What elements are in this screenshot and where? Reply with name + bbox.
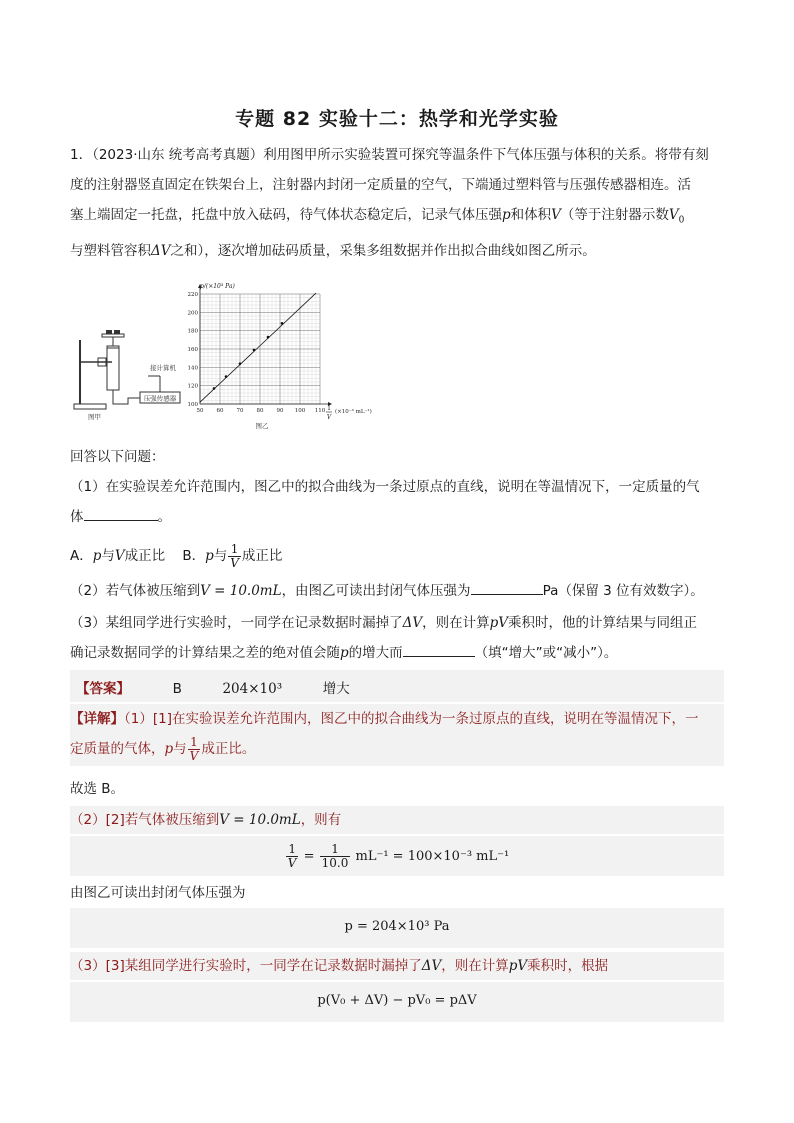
question-stem: [70, 140, 724, 266]
q3-line-2: 确记录数据同学的计算结果之差的绝对值会随p的增大而 （填“增大”或“减小”）。: [70, 638, 724, 668]
x-tick-label: 60: [216, 408, 224, 414]
equation-2: p = 204×10³ Pa: [344, 919, 450, 934]
prompt-text: 回答以下问题：: [70, 449, 165, 465]
x-tick-label: 70: [236, 408, 244, 414]
tray: [102, 334, 124, 337]
detail-part-1: 【详解】（1）[1]在实验误差允许范围内，图乙中的拟合曲线为一条过原点的直线，说明在等温情况下，一 定质量的气体，p与 $\frac{1}{V}$ 成正比。: [70, 711, 699, 763]
stem-line-4: 与塑料管容积ΔV之和），逐次增加砝码质量，采集多组数据并作出拟合曲线如图乙所示。: [70, 242, 596, 259]
detail-read-text: 由图乙可读出封闭气体压强为: [70, 885, 246, 901]
q1-answer-blank[interactable]: [84, 506, 158, 521]
weight-left: [106, 330, 112, 334]
q2-answer-blank[interactable]: [471, 580, 543, 595]
y-tick-label: 140: [187, 365, 198, 372]
chart-x-label-den: V: [326, 414, 332, 421]
figure-chart: [178, 280, 378, 430]
x-tick-label: 90: [276, 408, 284, 414]
y-tick-label: 220: [187, 292, 198, 298]
answer-2: 204×10³: [222, 681, 283, 697]
detail-label: 【详解】: [70, 711, 124, 727]
sensor-label: 压强传感器: [143, 394, 177, 403]
answer-3: 增大: [322, 681, 350, 697]
question-1: [70, 472, 724, 532]
y-tick-label: 100: [187, 402, 198, 408]
answer-1: B: [172, 681, 182, 697]
x-tick-label: 50: [196, 408, 204, 414]
question-2: （2）若气体被压缩到V = 10.0mL，由图乙可读出封闭气体压强为 Pa（保留 3 位有效数字）。: [70, 576, 724, 606]
x-tick-label: 100: [294, 408, 306, 414]
option-b[interactable]: B．p与 $\frac{1}{V}$ 成正比: [182, 541, 283, 570]
stem-line-3: 塞上端固定一托盘，托盘中放入砝码，待气体状态稳定后，记录气体压强p和体积V（等于注射器示数$V_0$: [70, 207, 685, 226]
chart-x-label-unit: (×10⁻³ mL⁻¹): [335, 409, 372, 415]
chart-x-label-num: 1: [327, 405, 331, 412]
weight-right: [114, 330, 120, 334]
detail-part-3: （3）[3]某组同学进行实验时，一同学在记录数据时漏掉了ΔV，则在计算pV乘积时，根据: [70, 958, 609, 974]
fraction-1-over-v: $\frac{1}{V}$: [230, 541, 239, 570]
computer-label: 接计算机: [150, 364, 176, 372]
equation-1: $\frac{1}{V}$ = $\frac{1}{10.0}$ mL⁻¹ = 100×10⁻³ mL⁻¹: [287, 842, 510, 870]
syringe: [107, 346, 119, 390]
page-title: 专题 82 实验十二：热学和光学实验: [235, 108, 559, 130]
q1-line-1: （1）在实验误差允许范围内，图乙中的拟合曲线为一条过原点的直线，说明在等温情况下，一定质量的气: [70, 479, 700, 495]
y-tick-label: 160: [187, 347, 198, 353]
q3-line-1: （3）某组同学进行实验时，一同学在记录数据时漏掉了ΔV，则在计算pV乘积时，他的计算结果与同组正: [70, 615, 697, 631]
figure-a-caption: 图甲: [88, 413, 101, 421]
stem-line-2: 度的注射器竖直固定在铁架台上，注射器内封闭一定质量的空气，下端通过塑料管与压强传感器相连。活: [70, 177, 691, 193]
detail-choose: 故选 B。: [70, 781, 125, 797]
chart-grid-major: [200, 294, 320, 404]
data-point: [213, 387, 216, 390]
question-3: [70, 608, 724, 668]
x-tick-label: 80: [256, 408, 264, 414]
stem-line-1: 1．（2023·山东 统考高考真题）利用图甲所示实验装置可探究等温条件下气体压强与体积的关系。将带有刻: [70, 147, 709, 163]
answer-label: 【答案】: [76, 681, 130, 697]
y-tick-label: 200: [187, 310, 198, 317]
data-point: [239, 362, 242, 365]
x-tick-label: 110: [314, 408, 326, 414]
plastic-tube: [113, 398, 140, 404]
y-tick-label: 180: [187, 328, 198, 335]
y-tick-label: 120: [187, 383, 198, 390]
detail-part-2: （2）[2]若气体被压缩到V = 10.0mL，则有: [70, 812, 342, 828]
stand-base: [74, 404, 106, 409]
data-point: [281, 322, 284, 325]
chart-y-label: p/(×10³ Pa): [200, 283, 235, 290]
chart-caption: 图乙: [255, 422, 269, 430]
data-point: [253, 349, 256, 352]
q3-answer-blank[interactable]: [403, 642, 475, 657]
equation-3: p(V₀ + ΔV) − pV₀ = pΔV: [317, 993, 477, 1008]
option-a[interactable]: A．p与V成正比: [70, 548, 166, 564]
q1-options: [70, 538, 724, 574]
data-point: [225, 375, 228, 378]
data-point: [267, 336, 270, 339]
answer-row: [76, 677, 350, 697]
q1-line-2: 体 。: [70, 502, 724, 532]
